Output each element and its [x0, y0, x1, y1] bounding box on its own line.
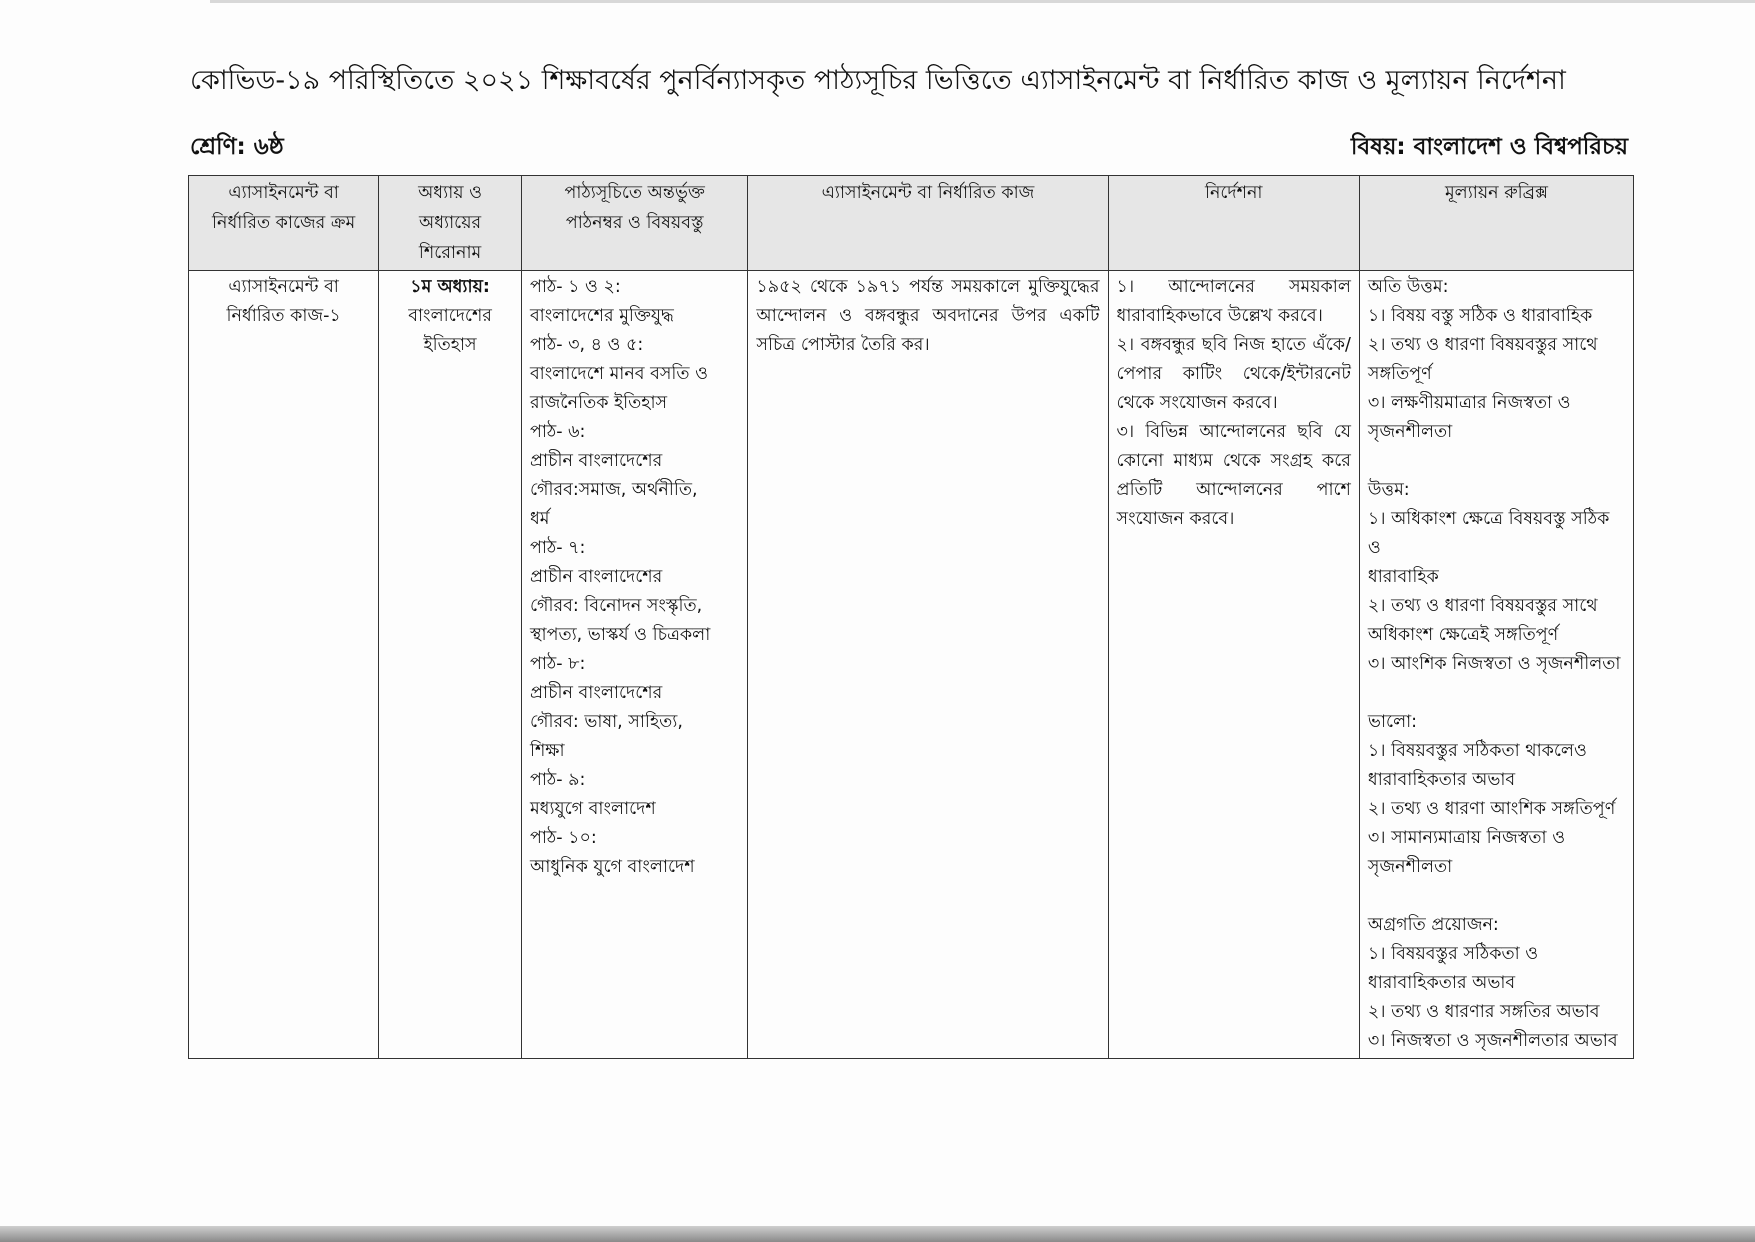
instruction-item: ৩। বিভিন্ন আন্দোলনের ছবি যে কোনো মাধ্যম থেকে সংগ্রহ করে প্রতিটি আন্দোলনের পাশে সংযোজন করবে। — [1116, 422, 1351, 529]
instruction-item: ২। বঙ্গবন্ধুর ছবি নিজ হাতে এঁকে/পেপার কাটিং থেকে/ইন্টারনেট থেকে সংযোজন করবে। — [1116, 335, 1351, 413]
cell-instructions — [1108, 271, 1359, 1059]
scan-edge-bottom — [0, 1226, 1755, 1242]
lesson-line: বাংলাদেশের মুক্তিযুদ্ধ — [529, 306, 674, 326]
lesson-line: বাংলাদেশে মানব বসতি ও — [529, 364, 708, 384]
header-chapter: অধ্যায় ও অধ্যায়ের শিরোনাম — [379, 176, 522, 271]
lesson-line: ধর্ম — [529, 509, 550, 529]
header-rubrics: মূল্যায়ন রুব্রিক্স — [1359, 176, 1633, 271]
cell-assignment-number: এ্যাসাইনমেন্ট বা নির্ধারিত কাজ-১ — [189, 271, 379, 1059]
rubric-item: ১। বিষয়বস্তুর সঠিকতা থাকলেও — [1367, 741, 1587, 761]
subject-label: বিষয়: বাংলাদেশ ও বিশ্বপরিচয় — [1350, 134, 1628, 160]
lesson-line: গৌরব: ভাষা, সাহিত্য, — [529, 712, 683, 732]
rubric-level: উত্তম: — [1367, 480, 1410, 500]
lesson-line: মধ্যযুগে বাংলাদেশ — [529, 799, 656, 819]
lesson-line: পাঠ- ৬: — [529, 422, 586, 442]
rubric-item: ধারাবাহিকতার অভাব — [1367, 770, 1516, 790]
instruction-item: ১। আন্দোলনের সময়কাল ধারাবাহিকভাবে উল্লেখ করবে। — [1116, 277, 1351, 326]
rubric-item: ২। তথ্য ও ধারণার সঙ্গতির অভাব — [1367, 1002, 1600, 1022]
rubric-item: ৩। নিজস্বতা ও সৃজনশীলতার অভাব — [1367, 1031, 1618, 1051]
cell-chapter: ১ম অধ্যায়: বাংলাদেশের ইতিহাস — [379, 271, 522, 1059]
class-label: শ্রেণি: ৬ষ্ঠ — [190, 134, 284, 160]
assignment-table — [188, 175, 1634, 1059]
lesson-line: স্থাপত্য, ভাস্কর্য ও চিত্রকলা — [529, 625, 711, 645]
header-assignment-order: এ্যাসাইনমেন্ট বা নির্ধারিত কাজের ক্রম — [189, 176, 379, 271]
lesson-line: পাঠ- ৩, ৪ ও ৫: — [529, 335, 644, 355]
lesson-line: পাঠ- ৭: — [529, 538, 586, 558]
header-lessons: পাঠ্যসূচিতে অন্তর্ভুক্ত পাঠনম্বর ও বিষয়বস্তু — [521, 176, 747, 271]
lesson-line: প্রাচীন বাংলাদেশের — [529, 451, 663, 471]
rubric-item: সৃজনশীলতা — [1367, 857, 1453, 877]
rubric-item: ৩। সামান্যমাত্রায় নিজস্বতা ও — [1367, 828, 1566, 848]
rubric-item: ধারাবাহিকতার অভাব — [1367, 973, 1516, 993]
rubric-item: ২। তথ্য ও ধারণা বিষয়বস্তুর সাথে — [1367, 335, 1598, 355]
rubric-item: অধিকাংশ ক্ষেত্রেই সঙ্গতিপূর্ণ — [1367, 625, 1559, 645]
rubric-gap — [1368, 679, 1625, 708]
rubric-item: ২। তথ্য ও ধারণা বিষয়বস্তুর সাথে — [1367, 596, 1598, 616]
cell-assignment-task: ১৯৫২ থেকে ১৯৭১ পর্যন্ত সময়কালে মুক্তিযুদ্ধের আন্দোলন ও বঙ্গবন্ধুর অবদানের উপর একটি সচিত্র পোস্টার তৈরি কর। — [748, 271, 1108, 1059]
cell-rubrics — [1359, 271, 1633, 1059]
scan-edge-top — [210, 0, 1755, 3]
lesson-line: প্রাচীন বাংলাদেশের — [529, 567, 663, 587]
lesson-line: পাঠ- ১০: — [529, 828, 597, 848]
rubric-level: ভালো: — [1367, 712, 1418, 732]
rubric-item: সঙ্গতিপূর্ণ — [1367, 364, 1432, 384]
rubric-item: ১। বিষয়বস্তুর সঠিকতা ও — [1367, 944, 1539, 964]
table-header-row — [189, 176, 1634, 271]
lesson-line: গৌরব: বিনোদন সংস্কৃতি, — [529, 596, 703, 616]
rubric-item: ১। বিষয় বস্তু সঠিক ও ধারাবাহিক — [1367, 306, 1593, 326]
rubric-item: ৩। লক্ষণীয়মাত্রার নিজস্বতা ও — [1367, 393, 1571, 413]
cell-lessons — [521, 271, 747, 1059]
rubric-item: ১। অধিকাংশ ক্ষেত্রে বিষয়বস্তু সঠিক ও — [1367, 509, 1610, 558]
page-title: কোভিড-১৯ পরিস্থিতিতে ২০২১ শিক্ষাবর্ষের পুনর্বিন্যাসকৃত পাঠ্যসূচির ভিত্তিতে এ্যাসাইনমেন্ট বা নির্ধারিত কাজ ও মূল্যায়ন নির্দেশনা — [190, 65, 1566, 96]
rubric-level: অগ্রগতি প্রয়োজন: — [1367, 915, 1499, 935]
lesson-line: পাঠ- ১ ও ২: — [529, 277, 621, 297]
lesson-line: পাঠ- ৮: — [529, 654, 586, 674]
rubric-item: সৃজনশীলতা — [1367, 422, 1453, 442]
rubric-gap — [1368, 882, 1625, 911]
rubric-level: অতি উত্তম: — [1367, 277, 1449, 297]
header-instructions: নির্দেশনা — [1108, 176, 1359, 271]
lesson-line: রাজনৈতিক ইতিহাস — [529, 393, 668, 413]
lesson-line: পাঠ- ৯: — [529, 770, 586, 790]
lesson-line: প্রাচীন বাংলাদেশের — [529, 683, 663, 703]
lesson-line: গৌরব:সমাজ, অর্থনীতি, — [529, 480, 698, 500]
rubric-item: ৩। আংশিক নিজস্বতা ও সৃজনশীলতা — [1367, 654, 1621, 674]
lesson-line: শিক্ষা — [529, 741, 565, 761]
header-assignment-task: এ্যাসাইনমেন্ট বা নির্ধারিত কাজ — [748, 176, 1108, 271]
chapter-number: ১ম অধ্যায়: — [410, 277, 490, 297]
lesson-line: আধুনিক যুগে বাংলাদেশ — [529, 857, 695, 877]
rubric-item: ২। তথ্য ও ধারণা আংশিক সঙ্গতিপূর্ণ — [1367, 799, 1616, 819]
table-row — [189, 271, 1634, 1059]
rubric-item: ধারাবাহিক — [1367, 567, 1439, 587]
rubric-gap — [1368, 447, 1625, 476]
